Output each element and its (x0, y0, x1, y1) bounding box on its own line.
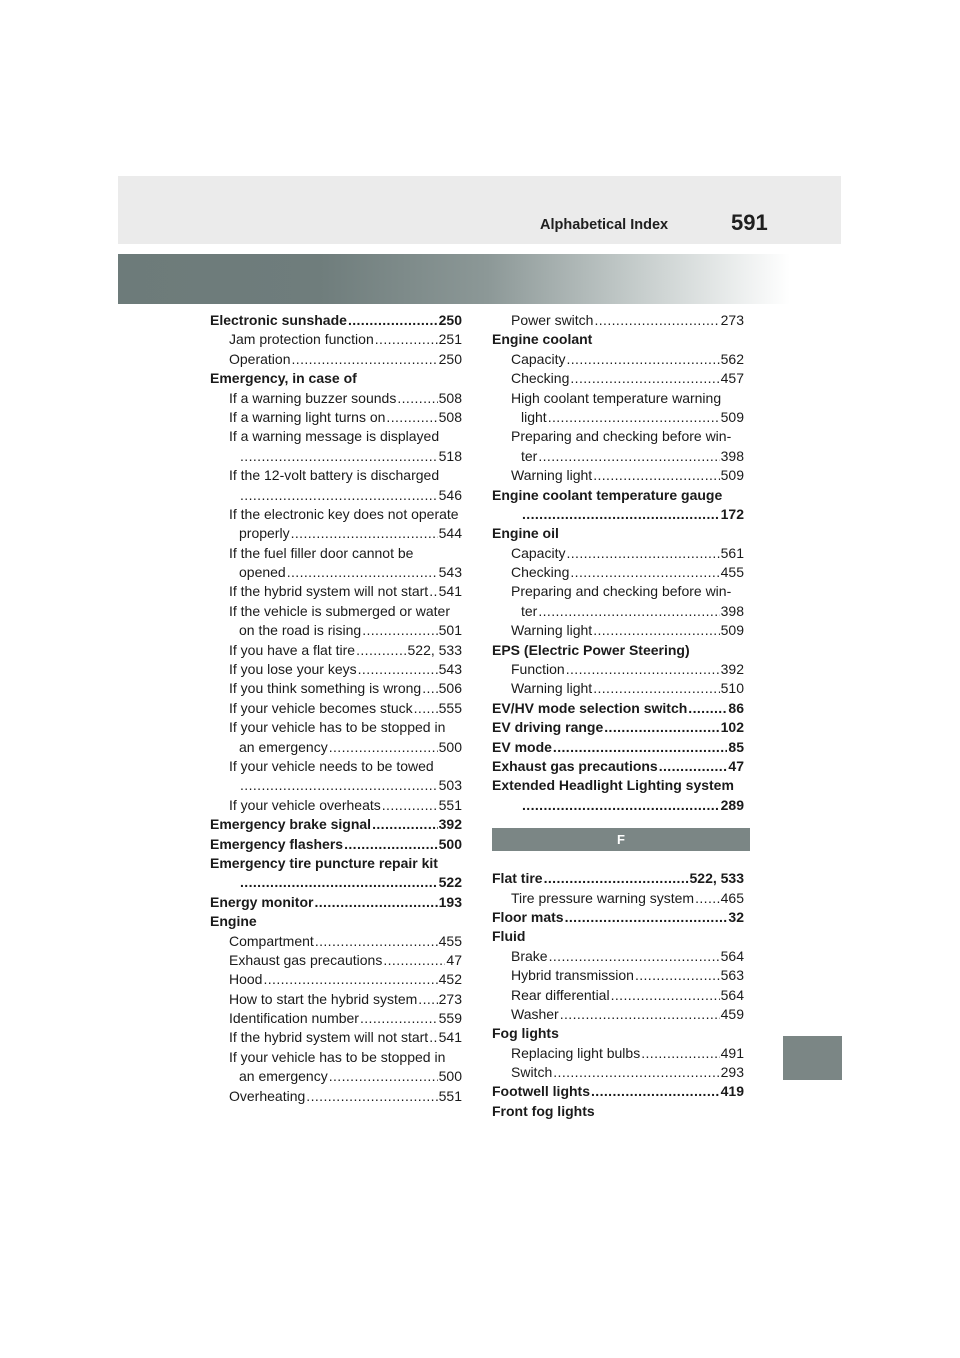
index-subentry (210, 544, 462, 563)
entry-text: If the hybrid system will not start (229, 1029, 429, 1046)
index-subentry (210, 427, 462, 446)
index-entries-e (492, 311, 744, 815)
page-reference[interactable]: 543 (438, 564, 462, 581)
dot-leader (383, 951, 445, 970)
page-reference[interactable]: 522, 533 (407, 641, 462, 658)
entry-text: Fluid (492, 928, 526, 945)
entry-text: Front fog lights (492, 1102, 595, 1119)
page-reference[interactable]: 273 (720, 312, 744, 328)
index-subentry (492, 408, 744, 427)
dot-leader (375, 330, 438, 349)
index-subentry (492, 1063, 744, 1082)
entry-text: If the 12-volt battery is discharged (229, 467, 440, 484)
index-subentry (492, 947, 744, 966)
entry-text: If your vehicle has to be stopped in (229, 719, 446, 736)
entry-text: If your vehicle has to be stopped in (229, 1048, 446, 1065)
dot-leader (382, 796, 438, 815)
dot-leader (291, 524, 438, 543)
dot-leader (314, 893, 437, 912)
entry-text: Engine (210, 913, 257, 930)
page-reference[interactable]: 86 (728, 699, 744, 716)
entry-text: Hood (229, 971, 263, 988)
page-reference[interactable]: 419 (720, 1083, 744, 1100)
index-heading-entry (492, 486, 744, 505)
index-heading-entry (492, 1082, 744, 1101)
dot-leader (591, 1082, 720, 1101)
entry-text: Warning light (511, 680, 593, 697)
entry-text: Exhaust gas precautions (229, 951, 383, 968)
index-heading-entry (492, 908, 744, 927)
index-subentry (210, 970, 462, 989)
dot-leader (695, 889, 720, 908)
entry-text: EPS (Electric Power Steering) (492, 641, 690, 658)
page-reference[interactable]: 491 (720, 1044, 744, 1061)
dot-leader (240, 447, 438, 466)
dot-leader (362, 621, 437, 640)
index-heading-entry (210, 369, 462, 388)
page-reference[interactable]: 289 (720, 796, 744, 813)
page-reference[interactable]: 457 (720, 370, 744, 387)
dot-leader (549, 947, 720, 966)
page-reference[interactable]: 85 (728, 738, 744, 755)
index-column-right (492, 311, 744, 1121)
entry-text: Engine oil (492, 525, 559, 542)
page-reference[interactable]: 563 (720, 967, 744, 984)
dot-leader (635, 966, 720, 985)
entry-text: Brake (511, 947, 548, 964)
entry-text: Preparing and checking before win- (511, 583, 732, 600)
index-heading-entry (492, 1024, 744, 1043)
entry-text: Compartment (229, 932, 314, 949)
index-subentry (210, 932, 462, 951)
entry-text: Floor mats (492, 908, 564, 925)
dot-leader (522, 505, 720, 524)
entry-text: If the vehicle is submerged or water (229, 602, 450, 619)
page-reference[interactable]: 546 (438, 486, 462, 503)
index-subentry (210, 1028, 462, 1047)
index-subentry (492, 311, 744, 330)
index-subentry (210, 757, 462, 776)
dot-leader (570, 369, 719, 388)
dot-leader (329, 738, 438, 757)
index-subentry (210, 621, 462, 640)
index-subentry (210, 796, 462, 815)
entry-text: Exhaust gas precautions (492, 757, 658, 774)
entry-text: If you lose your keys (229, 661, 357, 678)
index-subentry (210, 563, 462, 582)
index-subentry (492, 350, 744, 369)
index-heading-entry (492, 524, 744, 543)
entry-text: properly (239, 525, 290, 542)
index-heading-entry (492, 699, 744, 718)
entry-text: EV/HV mode selection switch (492, 699, 688, 716)
page-reference[interactable]: 500 (438, 835, 462, 852)
index-subentry (210, 1067, 462, 1086)
dot-leader (240, 873, 438, 892)
entry-text: If the hybrid system will not start (229, 583, 429, 600)
dot-leader (315, 932, 438, 951)
index-subentry (210, 873, 462, 892)
index-subentry (210, 486, 462, 505)
index-subentry (210, 776, 462, 795)
letter-heading: F (492, 828, 750, 851)
entry-text: Fog lights (492, 1025, 559, 1042)
dot-leader (329, 1067, 438, 1086)
index-subentry (492, 427, 744, 446)
page-reference[interactable]: 293 (720, 1064, 744, 1081)
page-reference[interactable]: 503 (438, 777, 462, 794)
index-subentry (210, 505, 462, 524)
entry-text: Replacing light bulbs (511, 1044, 641, 1061)
page-reference[interactable]: 541 (438, 1029, 462, 1046)
page-reference[interactable]: 555 (438, 699, 462, 716)
entry-text: Jam protection function (229, 331, 374, 348)
index-heading-entry (492, 738, 744, 757)
index-heading-entry (210, 893, 462, 912)
dot-leader (604, 718, 719, 737)
index-subentry (210, 990, 462, 1009)
index-subentry (492, 389, 744, 408)
entry-text: Flat tire (492, 870, 543, 887)
dot-leader (611, 986, 720, 1005)
dot-leader (553, 1063, 719, 1082)
entry-text: ter (521, 447, 538, 464)
index-heading-entry (492, 718, 744, 737)
index-subentry (492, 889, 744, 908)
index-subentry (492, 986, 744, 1005)
index-subentry (210, 1048, 462, 1067)
entry-text: Energy monitor (210, 893, 314, 910)
page-reference[interactable]: 543 (438, 661, 462, 678)
entry-text: Capacity (511, 544, 566, 561)
dot-leader (397, 389, 437, 408)
page-reference[interactable]: 564 (720, 986, 744, 1003)
index-subentry (210, 350, 462, 369)
index-entries-f (492, 869, 744, 1121)
entry-text: Overheating (229, 1087, 306, 1104)
page-reference[interactable]: 508 (438, 408, 462, 425)
entry-text: If you think something is wrong (229, 680, 422, 697)
page-reference[interactable]: 544 (438, 525, 462, 542)
entry-text: If a warning light turns on (229, 408, 386, 425)
index-subentry (492, 505, 744, 524)
page-reference[interactable]: 522 (438, 874, 462, 891)
dot-leader (422, 679, 437, 698)
dot-leader (553, 738, 728, 757)
page-reference[interactable]: 459 (720, 1005, 744, 1022)
page-reference[interactable]: 509 (720, 408, 744, 425)
page-reference[interactable]: 510 (720, 680, 744, 697)
entry-text: Emergency flashers (210, 835, 344, 852)
entry-text: How to start the hybrid system (229, 990, 418, 1007)
index-heading-entry (492, 1102, 744, 1121)
page-reference[interactable]: 398 (720, 602, 744, 619)
dot-leader (566, 350, 719, 369)
entry-text: Engine coolant (492, 331, 593, 348)
index-subentry (492, 582, 744, 601)
dot-leader (565, 908, 728, 927)
dot-leader (429, 582, 437, 601)
index-subentry (210, 582, 462, 601)
entry-text: Rear differential (511, 986, 610, 1003)
entry-text: Tire pressure warning system (511, 889, 695, 906)
index-subentry (492, 544, 744, 563)
dot-leader (570, 563, 719, 582)
entry-text: Function (511, 661, 565, 678)
index-subentry (492, 660, 744, 679)
page-reference[interactable]: 551 (438, 796, 462, 813)
page-reference[interactable]: 562 (720, 350, 744, 367)
index-subentry (492, 466, 744, 485)
dot-leader (538, 602, 719, 621)
index-heading-entry (492, 776, 744, 795)
dot-leader (358, 660, 438, 679)
index-subentry (210, 699, 462, 718)
entry-text: Warning light (511, 622, 593, 639)
page-reference[interactable]: 465 (720, 889, 744, 906)
dot-leader (356, 641, 406, 660)
entry-text: If the electronic key does not operate (229, 505, 459, 522)
entry-text: Emergency, in case of (210, 370, 357, 387)
page-reference[interactable]: 509 (720, 622, 744, 639)
dot-leader (593, 466, 719, 485)
decorative-gradient-band (118, 254, 790, 304)
index-heading-entry (492, 757, 744, 776)
entry-text: Washer (511, 1005, 559, 1022)
entry-text: If your vehicle needs to be towed (229, 757, 434, 774)
index-heading-entry (210, 854, 462, 873)
dot-leader (306, 1087, 437, 1106)
entry-text: Footwell lights (492, 1083, 590, 1100)
entry-text: an emergency (239, 1068, 328, 1085)
index-subentry (492, 621, 744, 640)
entry-text: Hybrid transmission (511, 967, 634, 984)
index-heading-entry (210, 311, 462, 330)
index-subentry (492, 966, 744, 985)
page-reference[interactable]: 508 (438, 389, 462, 406)
index-subentry (210, 524, 462, 543)
index-heading-entry (210, 912, 462, 931)
page-reference[interactable]: 251 (438, 331, 462, 348)
entry-text: Checking (511, 370, 570, 387)
entry-text: an emergency (239, 738, 328, 755)
page-reference[interactable]: 250 (438, 350, 462, 367)
dot-leader (429, 1028, 437, 1047)
dot-leader (348, 311, 438, 330)
dot-leader (566, 660, 720, 679)
entry-text: Identification number (229, 1010, 359, 1027)
index-subentry (210, 738, 462, 757)
index-heading-entry (492, 330, 744, 349)
entry-text: Emergency brake signal (210, 816, 372, 833)
entry-text: If a warning buzzer sounds (229, 389, 397, 406)
index-heading-entry (210, 835, 462, 854)
dot-leader (560, 1005, 720, 1024)
index-subentry (210, 330, 462, 349)
index-column-left (210, 311, 462, 1106)
entry-text: If you have a flat tire (229, 641, 356, 658)
dot-leader (291, 350, 437, 369)
entry-text: Capacity (511, 350, 566, 367)
page-reference[interactable]: 500 (438, 1068, 462, 1085)
entry-text: Operation (229, 350, 291, 367)
dot-leader (641, 1044, 719, 1063)
dot-leader (522, 796, 720, 815)
dot-leader (544, 869, 689, 888)
page-reference[interactable]: 561 (720, 544, 744, 561)
entry-text: ter (521, 602, 538, 619)
index-heading-entry (492, 869, 744, 888)
entry-text: If a warning message is displayed (229, 428, 440, 445)
entry-text: If your vehicle becomes stuck (229, 699, 413, 716)
page-reference[interactable]: 47 (446, 951, 462, 968)
dot-leader (414, 699, 438, 718)
page-reference[interactable]: 522, 533 (689, 870, 744, 887)
page-reference[interactable]: 452 (438, 971, 462, 988)
entry-text: Electronic sunshade (210, 312, 347, 328)
page-reference[interactable]: 509 (720, 467, 744, 484)
entry-text: Emergency tire puncture repair kit (210, 854, 438, 871)
entry-text: light (521, 408, 547, 425)
page-reference[interactable]: 506 (438, 680, 462, 697)
dot-leader (418, 990, 437, 1009)
index-subentry (492, 563, 744, 582)
entry-text: Switch (511, 1064, 553, 1081)
entry-text: on the road is rising (239, 622, 362, 639)
page-reference[interactable]: 541 (438, 583, 462, 600)
page-reference[interactable]: 398 (720, 447, 744, 464)
index-subentry (210, 466, 462, 485)
dot-leader (372, 815, 438, 834)
index-subentry (492, 679, 744, 698)
dot-leader (263, 970, 437, 989)
dot-leader (659, 757, 728, 776)
index-subentry (210, 660, 462, 679)
entry-text: EV driving range (492, 719, 604, 736)
entry-text: If the fuel filler door cannot be (229, 544, 414, 561)
dot-leader (593, 621, 719, 640)
dot-leader (360, 1009, 438, 1028)
page-reference[interactable]: 32 (728, 908, 744, 925)
entry-text: opened (239, 564, 286, 581)
index-subentry (210, 389, 462, 408)
page-reference[interactable]: 392 (438, 816, 462, 833)
dot-leader (240, 776, 438, 795)
index-subentry (210, 951, 462, 970)
dot-leader (688, 699, 727, 718)
page-reference[interactable]: 392 (720, 661, 744, 678)
entry-text: Checking (511, 564, 570, 581)
dot-leader (287, 563, 438, 582)
index-subentry (492, 1044, 744, 1063)
page-reference[interactable]: 455 (438, 932, 462, 949)
entry-text: EV mode (492, 738, 552, 755)
index-subentry (210, 408, 462, 427)
page-reference[interactable]: 172 (720, 505, 744, 522)
page-reference[interactable]: 518 (438, 447, 462, 464)
page-reference[interactable]: 564 (720, 947, 744, 964)
page-reference[interactable]: 250 (438, 312, 462, 328)
index-subentry (492, 447, 744, 466)
dot-leader (344, 835, 438, 854)
index-subentry (210, 1009, 462, 1028)
index-subentry (210, 641, 462, 660)
entry-text: Preparing and checking before win- (511, 428, 732, 445)
index-subentry (492, 796, 744, 815)
thumb-index-tab (783, 1036, 842, 1080)
index-subentry (210, 718, 462, 737)
entry-text: Warning light (511, 467, 593, 484)
index-subentry (210, 1087, 462, 1106)
index-heading-entry (210, 815, 462, 834)
index-subentry (210, 679, 462, 698)
index-heading-entry (492, 641, 744, 660)
index-subentry (210, 602, 462, 621)
dot-leader (240, 486, 438, 505)
dot-leader (538, 447, 719, 466)
index-subentry (210, 447, 462, 466)
page-reference[interactable]: 193 (438, 893, 462, 910)
page-reference[interactable]: 500 (438, 738, 462, 755)
dot-leader (593, 679, 719, 698)
page-reference[interactable]: 47 (728, 757, 744, 774)
index-subentry (492, 1005, 744, 1024)
index-subentry (492, 602, 744, 621)
entry-text: Engine coolant temperature gauge (492, 486, 723, 503)
dot-leader (386, 408, 437, 427)
section-title: Alphabetical Index (540, 217, 669, 233)
page-reference[interactable]: 102 (720, 719, 744, 736)
entry-text: If your vehicle overheats (229, 796, 381, 813)
page-reference[interactable]: 559 (438, 1010, 462, 1027)
dot-leader (594, 311, 719, 330)
dot-leader (548, 408, 720, 427)
entry-text: High coolant temperature warning (511, 389, 722, 406)
dot-leader (566, 544, 719, 563)
index-subentry (492, 369, 744, 388)
entry-text: Power switch (511, 312, 594, 328)
page-number: 591 (731, 210, 768, 235)
page-reference[interactable]: 551 (438, 1087, 462, 1104)
entry-text: Extended Headlight Lighting system (492, 777, 734, 794)
page-reference[interactable]: 501 (438, 622, 462, 639)
index-heading-entry (492, 927, 744, 946)
page-reference[interactable]: 273 (438, 990, 462, 1007)
page-reference[interactable]: 455 (720, 564, 744, 581)
